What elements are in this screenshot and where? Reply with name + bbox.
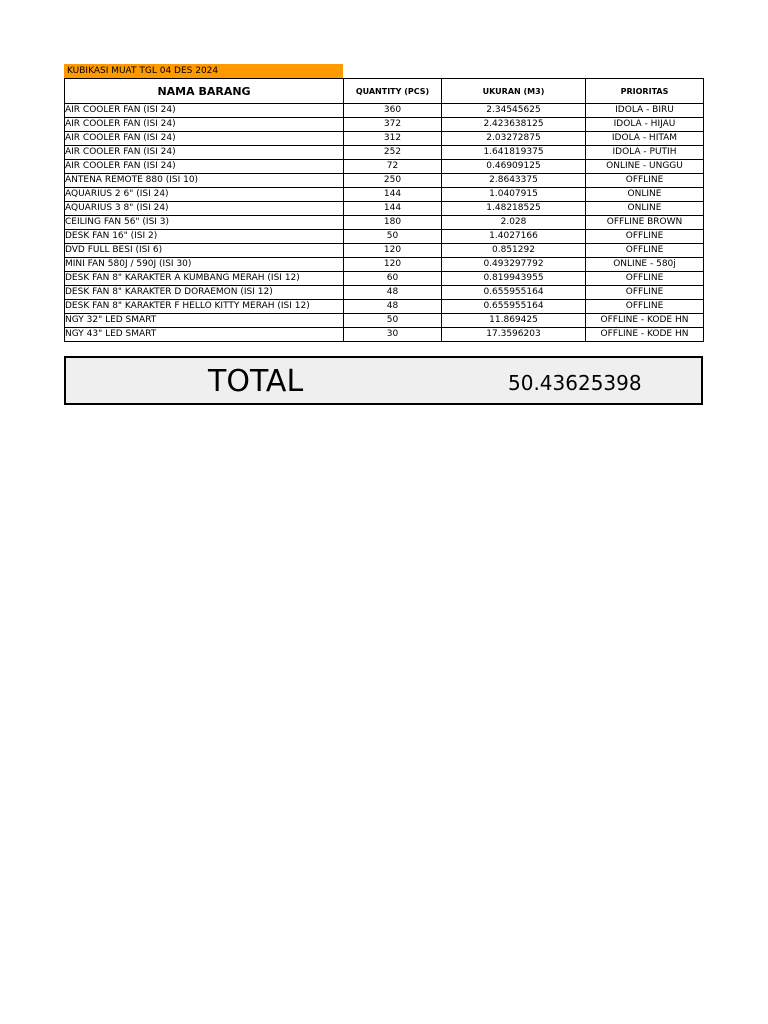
item-name-cell: CEILING FAN 56" (ISI 3) [65, 216, 344, 230]
size-cell: 1.0407915 [442, 188, 586, 202]
table-row [65, 244, 704, 258]
size-cell: 1.4027166 [442, 230, 586, 244]
quantity-cell: 252 [344, 146, 442, 160]
priority-cell: IDOLA - HITAM [586, 132, 704, 146]
size-cell: 2.8643375 [442, 174, 586, 188]
quantity-cell: 144 [344, 188, 442, 202]
quantity-cell: 30 [344, 328, 442, 342]
table-row [65, 216, 704, 230]
priority-cell: IDOLA - BIRU [586, 104, 704, 118]
size-cell: 0.819943955 [442, 272, 586, 286]
quantity-cell: 48 [344, 300, 442, 314]
item-name-cell: NGY 43" LED SMART [65, 328, 344, 342]
item-name-cell: MINI FAN 580J / 590J (ISI 30) [65, 258, 344, 272]
quantity-cell: 180 [344, 216, 442, 230]
priority-cell: IDOLA - HIJAU [586, 118, 704, 132]
item-name-cell: DESK FAN 8" KARAKTER D DORAEMON (ISI 12) [65, 286, 344, 300]
item-name-cell: AQUARIUS 2 6" (ISI 24) [65, 188, 344, 202]
size-cell: 2.03272875 [442, 132, 586, 146]
size-cell: 1.48218525 [442, 202, 586, 216]
item-name-cell: DESK FAN 8" KARAKTER F HELLO KITTY MERAH (ISI 12) [65, 300, 344, 314]
priority-cell: OFFLINE [586, 244, 704, 258]
column-header-quantity: QUANTITY (PCS) [344, 79, 442, 104]
quantity-cell: 144 [344, 202, 442, 216]
item-name-cell: AQUARIUS 3 8" (ISI 24) [65, 202, 344, 216]
table-row [65, 104, 704, 118]
priority-cell: OFFLINE [586, 174, 704, 188]
table-row [65, 314, 704, 328]
table-row [65, 328, 704, 342]
table-row [65, 286, 704, 300]
table-row [65, 300, 704, 314]
size-cell: 17.3596203 [442, 328, 586, 342]
size-cell: 0.851292 [442, 244, 586, 258]
size-cell: 0.655955164 [442, 300, 586, 314]
quantity-cell: 250 [344, 174, 442, 188]
size-cell: 11.869425 [442, 314, 586, 328]
priority-cell: OFFLINE - KODE HN [586, 314, 704, 328]
size-cell: 2.028 [442, 216, 586, 230]
item-name-cell: DESK FAN 16" (ISI 2) [65, 230, 344, 244]
loading-sheet [64, 64, 703, 342]
column-header-size: UKURAN (M3) [442, 79, 586, 104]
item-name-cell: DVD FULL BESI (ISI 6) [65, 244, 344, 258]
item-name-cell: AIR COOLER FAN (ISI 24) [65, 104, 344, 118]
priority-cell: ONLINE [586, 188, 704, 202]
total-label: TOTAL [208, 364, 304, 399]
total-value: 50.43625398 [508, 371, 642, 395]
table-row [65, 258, 704, 272]
item-name-cell: DESK FAN 8" KARAKTER A KUMBANG MERAH (ISI 12) [65, 272, 344, 286]
priority-cell: OFFLINE [586, 230, 704, 244]
quantity-cell: 120 [344, 258, 442, 272]
size-cell: 0.46909125 [442, 160, 586, 174]
quantity-cell: 360 [344, 104, 442, 118]
priority-cell: IDOLA - PUTIH [586, 146, 704, 160]
item-name-cell: AIR COOLER FAN (ISI 24) [65, 160, 344, 174]
items-table [64, 78, 704, 342]
item-name-cell: AIR COOLER FAN (ISI 24) [65, 146, 344, 160]
item-name-cell: ANTENA REMOTE 880 (ISI 10) [65, 174, 344, 188]
column-header-name: NAMA BARANG [65, 79, 344, 104]
size-cell: 1.641819375 [442, 146, 586, 160]
priority-cell: OFFLINE - KODE HN [586, 328, 704, 342]
column-header-priority: PRIORITAS [586, 79, 704, 104]
priority-cell: OFFLINE BROWN [586, 216, 704, 230]
priority-cell: OFFLINE [586, 286, 704, 300]
quantity-cell: 72 [344, 160, 442, 174]
priority-cell: ONLINE [586, 202, 704, 216]
quantity-cell: 50 [344, 230, 442, 244]
item-name-cell: AIR COOLER FAN (ISI 24) [65, 118, 344, 132]
priority-cell: OFFLINE [586, 272, 704, 286]
quantity-cell: 50 [344, 314, 442, 328]
size-cell: 0.655955164 [442, 286, 586, 300]
table-row [65, 132, 704, 146]
item-name-cell: NGY 32" LED SMART [65, 314, 344, 328]
size-cell: 2.423638125 [442, 118, 586, 132]
priority-cell: ONLINE - UNGGU [586, 160, 704, 174]
table-row [65, 146, 704, 160]
quantity-cell: 372 [344, 118, 442, 132]
table-row [65, 202, 704, 216]
priority-cell: ONLINE - 580j [586, 258, 704, 272]
total-box [64, 356, 703, 405]
items-table-body [65, 104, 704, 342]
quantity-cell: 120 [344, 244, 442, 258]
item-name-cell: AIR COOLER FAN (ISI 24) [65, 132, 344, 146]
table-row [65, 272, 704, 286]
table-row [65, 188, 704, 202]
quantity-cell: 312 [344, 132, 442, 146]
size-cell: 0.493297792 [442, 258, 586, 272]
quantity-cell: 48 [344, 286, 442, 300]
table-row [65, 174, 704, 188]
table-row [65, 230, 704, 244]
table-row [65, 118, 704, 132]
quantity-cell: 60 [344, 272, 442, 286]
table-row [65, 160, 704, 174]
sheet-title: KUBIKASI MUAT TGL 04 DES 2024 [64, 64, 343, 78]
header-row [65, 79, 704, 104]
size-cell: 2.34545625 [442, 104, 586, 118]
priority-cell: OFFLINE [586, 300, 704, 314]
